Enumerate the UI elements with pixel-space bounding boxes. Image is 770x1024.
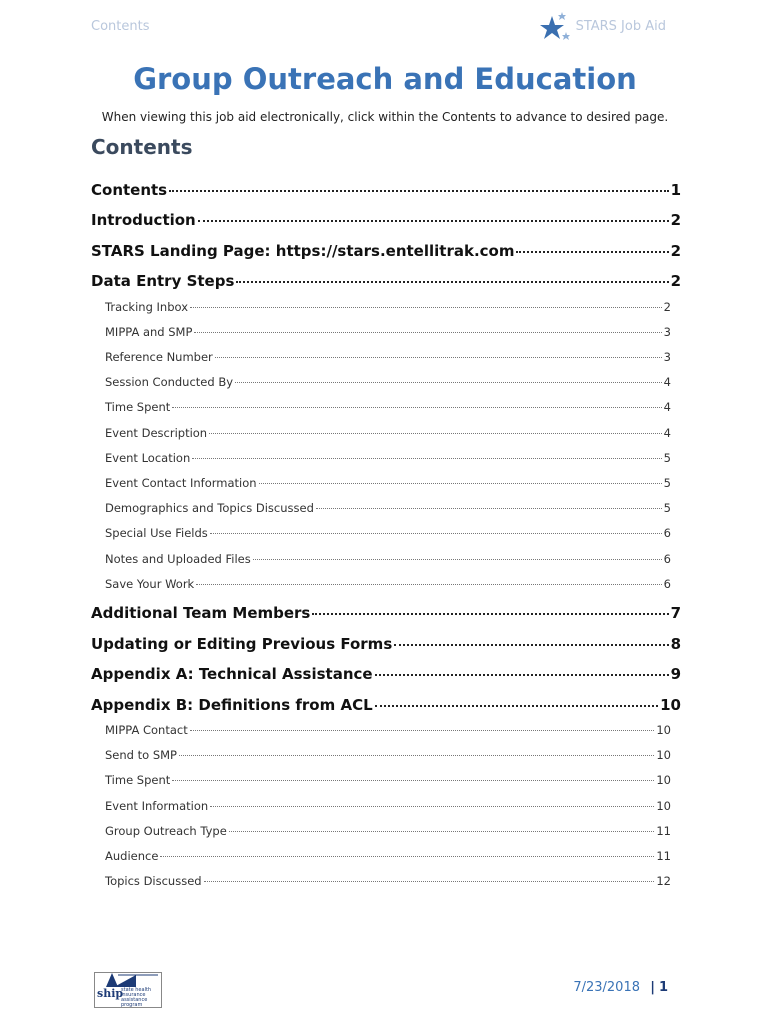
toc-entry[interactable]	[105, 577, 671, 591]
toc-entry-page: 4	[663, 400, 671, 414]
logo-line-1: state health insurance	[121, 987, 152, 998]
toc-entry[interactable]	[105, 300, 671, 314]
toc-entry[interactable]	[105, 451, 671, 465]
toc-leader-dots	[229, 830, 655, 832]
document-title: Group Outreach and Education	[133, 62, 637, 96]
toc-entry[interactable]	[105, 773, 671, 787]
toc-leader-dots	[210, 532, 662, 534]
toc-entry-page: 10	[656, 723, 671, 737]
toc-entry-page: 3	[663, 325, 671, 339]
toc-leader-dots	[192, 457, 661, 459]
toc-entry-label: Save Your Work	[105, 577, 195, 591]
toc-entry[interactable]	[105, 325, 671, 339]
toc-entry-label: MIPPA Contact	[105, 723, 188, 737]
toc-entry[interactable]	[105, 552, 671, 566]
toc-entry[interactable]	[91, 635, 681, 653]
toc-entry-label: Send to SMP	[105, 748, 177, 762]
toc-entry-label: Group Outreach Type	[105, 824, 227, 838]
toc-leader-dots	[215, 356, 662, 358]
header-job-aid-label: STARS Job Aid	[575, 19, 666, 34]
toc-entry-label: Additional Team Members	[91, 604, 311, 622]
toc-leader-dots	[172, 406, 661, 408]
toc-entry[interactable]	[105, 849, 671, 863]
toc-entry-page: 8	[670, 635, 681, 653]
toc-entry-label: Event Location	[105, 451, 191, 465]
toc-leader-dots	[190, 306, 662, 308]
toc-entry[interactable]	[105, 501, 671, 515]
footer-page-number: 1	[658, 980, 668, 995]
toc-entry-label: Special Use Fields	[105, 526, 208, 540]
toc-entry[interactable]	[105, 400, 671, 414]
toc-entry[interactable]	[105, 526, 671, 540]
toc-entry-page: 10	[660, 696, 681, 714]
table-of-contents	[91, 0, 681, 1024]
toc-entry-label: Event Information	[105, 799, 209, 813]
toc-entry-page: 12	[656, 874, 671, 888]
toc-leader-dots	[210, 805, 654, 807]
toc-entry-label: Notes and Uploaded Files	[105, 552, 251, 566]
toc-leader-dots	[204, 880, 655, 882]
toc-entry-label: Data Entry Steps	[91, 272, 235, 290]
toc-entry-label: Time Spent	[105, 400, 171, 414]
toc-entry-page: 11	[656, 849, 671, 863]
ship-logo	[94, 972, 162, 1008]
toc-entry[interactable]	[105, 350, 671, 364]
toc-entry[interactable]	[105, 824, 671, 838]
toc-leader-dots	[375, 673, 669, 676]
toc-leader-dots	[194, 331, 661, 333]
toc-entry[interactable]	[105, 799, 671, 813]
toc-entry-page: 10	[656, 799, 671, 813]
toc-entry[interactable]	[105, 476, 671, 490]
toc-entry-label: MIPPA and SMP	[105, 325, 193, 339]
toc-leader-dots	[179, 754, 654, 756]
toc-entry-page: 7	[670, 604, 681, 622]
toc-leader-dots	[235, 381, 662, 383]
toc-entry-page: 3	[663, 350, 671, 364]
toc-leader-dots	[236, 280, 668, 283]
toc-entry-page: 6	[663, 526, 671, 540]
toc-entry-page: 2	[670, 242, 681, 260]
toc-entry-page: 4	[663, 426, 671, 440]
toc-entry-label: Topics Discussed	[105, 874, 202, 888]
toc-entry-page: 5	[663, 476, 671, 490]
toc-entry[interactable]	[91, 665, 681, 683]
toc-entry-page: 10	[656, 748, 671, 762]
toc-leader-dots	[394, 643, 668, 646]
toc-entry-label: Appendix A: Technical Assistance	[91, 665, 373, 683]
toc-leader-dots	[190, 729, 655, 731]
toc-entry-page: 4	[663, 375, 671, 389]
toc-entry-page: 6	[663, 552, 671, 566]
toc-entry-label: Updating or Editing Previous Forms	[91, 635, 393, 653]
toc-entry-label: Session Conducted By	[105, 375, 234, 389]
toc-entry-label: Introduction	[91, 211, 196, 229]
toc-leader-dots	[196, 583, 661, 585]
toc-entry-label: Appendix B: Definitions from ACL	[91, 696, 373, 714]
document-subtitle: When viewing this job aid electronically, click within the Contents to advance to desired page.	[101, 110, 669, 124]
toc-entry-label: Reference Number	[105, 350, 213, 364]
toc-heading: Contents	[91, 135, 193, 159]
toc-entry-label: Tracking Inbox	[105, 300, 188, 314]
toc-entry-page: 10	[656, 773, 671, 787]
toc-leader-dots	[312, 612, 668, 615]
toc-entry[interactable]	[105, 874, 671, 888]
toc-entry-label: Audience	[105, 849, 159, 863]
toc-entry-page: 2	[670, 211, 681, 229]
toc-leader-dots	[160, 855, 654, 857]
toc-entry[interactable]	[91, 181, 681, 199]
toc-leader-dots	[253, 558, 662, 560]
footer-date: 7/23/2018	[573, 980, 640, 995]
toc-entry-page: 6	[663, 577, 671, 591]
logo-word: ship	[97, 987, 124, 1000]
toc-entry-label: Demographics and Topics Discussed	[105, 501, 314, 515]
toc-entry-label: STARS Landing Page: https://stars.entellitrak.com	[91, 242, 515, 260]
header-contents-label: Contents	[91, 19, 150, 34]
toc-entry[interactable]	[105, 748, 671, 762]
toc-entry-page: 11	[656, 824, 671, 838]
toc-leader-dots	[259, 482, 662, 484]
logo-line-2: assistance program	[121, 997, 148, 1008]
toc-leader-dots	[209, 432, 662, 434]
toc-entry-label: Event Contact Information	[105, 476, 257, 490]
toc-leader-dots	[375, 704, 658, 707]
toc-leader-dots	[198, 219, 669, 222]
toc-entry[interactable]	[91, 272, 681, 290]
toc-entry-page: 2	[670, 272, 681, 290]
toc-entry[interactable]	[91, 696, 681, 714]
toc-leader-dots	[516, 250, 668, 253]
toc-entry[interactable]	[91, 211, 681, 229]
toc-entry-label: Contents	[91, 181, 168, 199]
toc-entry-label: Time Spent	[105, 773, 171, 787]
toc-entry[interactable]	[91, 604, 681, 622]
toc-leader-dots	[169, 189, 668, 192]
footer-separator: |	[650, 980, 655, 995]
toc-entry-page: 1	[670, 181, 681, 199]
toc-entry-page: 2	[663, 300, 671, 314]
toc-entry[interactable]	[105, 426, 671, 440]
toc-entry-page: 9	[670, 665, 681, 683]
toc-entry-label: Event Description	[105, 426, 208, 440]
toc-entry-page: 5	[663, 501, 671, 515]
toc-entry[interactable]	[91, 242, 681, 260]
toc-leader-dots	[316, 507, 662, 509]
toc-entry-page: 5	[663, 451, 671, 465]
toc-entry[interactable]	[105, 375, 671, 389]
toc-leader-dots	[172, 779, 654, 781]
toc-entry[interactable]	[105, 723, 671, 737]
